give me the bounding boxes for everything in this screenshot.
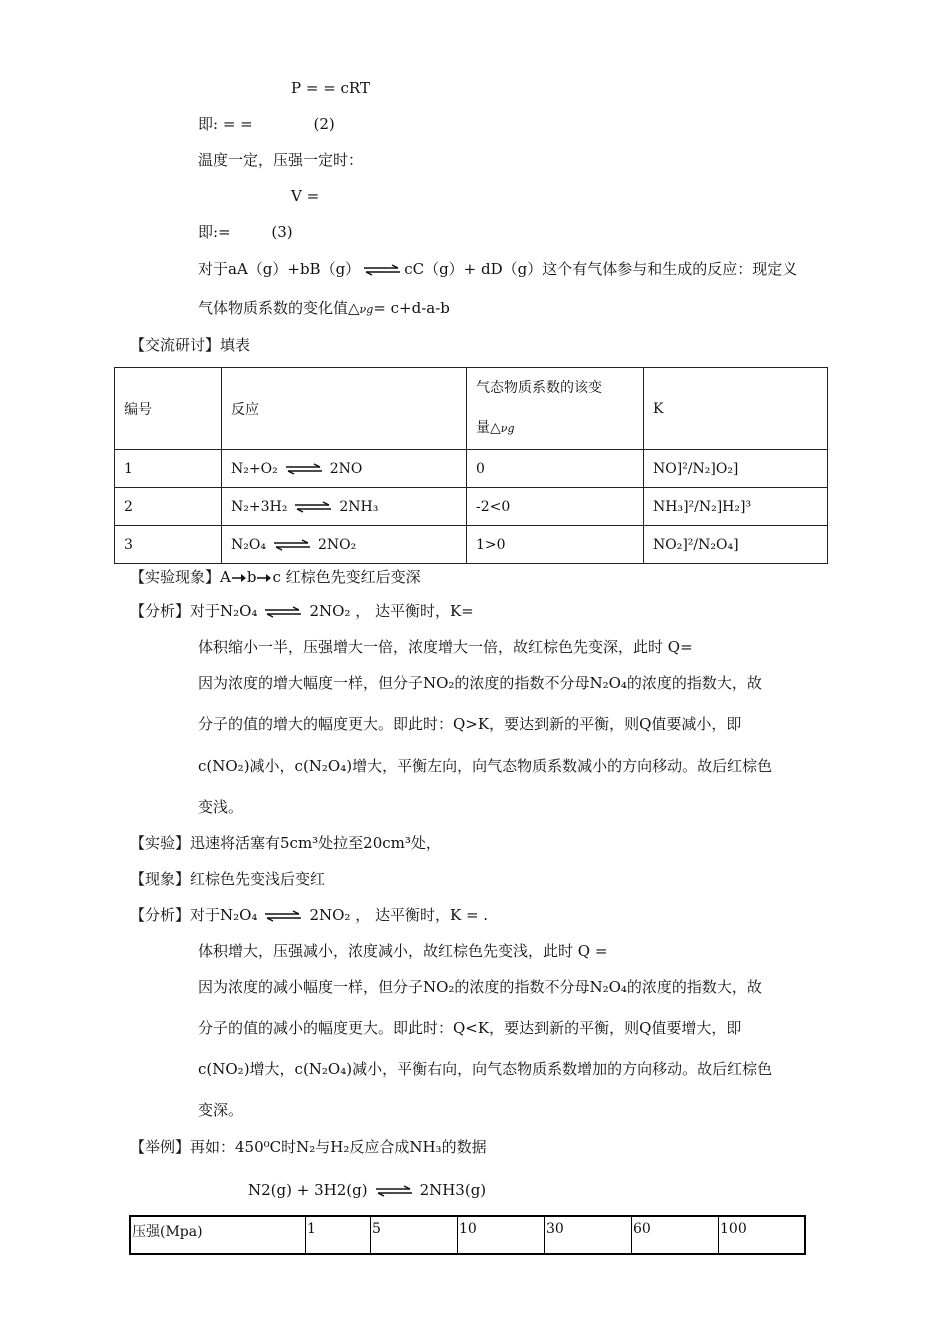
table-row bbox=[115, 488, 828, 526]
row-reaction: N₂O₄ 2NO₂ bbox=[222, 526, 467, 564]
phenomenon-heading: 【现象】红棕色先变浅后变红 bbox=[130, 870, 326, 888]
row-delta: -2<0 bbox=[467, 488, 644, 526]
formula-volume: V = bbox=[291, 187, 320, 205]
equilibrium-arrow-icon bbox=[284, 463, 324, 475]
delta-label: 气体物质系数的变化值△ bbox=[198, 299, 360, 317]
header-delta-line1: 气态物质系数的该变 bbox=[476, 380, 602, 396]
formula-3-text: 即:= bbox=[198, 223, 231, 241]
equilibrium-arrow-icon bbox=[374, 1185, 414, 1197]
row-number: 1 bbox=[115, 450, 222, 488]
row-k: NO₂]²/N₂O₄] bbox=[644, 526, 828, 564]
pressure-cell: 60 bbox=[632, 1216, 719, 1254]
row-k: NO]²/N₂]O₂] bbox=[644, 450, 828, 488]
row-k: NH₃]²/N₂]H₂]³ bbox=[644, 488, 828, 526]
experiment-phenomenon: 【实验现象】A b c 红棕色先变红后变深 bbox=[130, 568, 421, 586]
equilibrium-arrow-icon bbox=[293, 501, 333, 513]
formula-line-2 bbox=[198, 114, 335, 134]
formula-2-number: (2) bbox=[313, 115, 335, 133]
analysis-2-line: 体积增大，压强减小，浓度减小，故红棕色先变浅，此时 Q = bbox=[198, 942, 608, 960]
reaction-lhs: 对于aA（g）+bB（g） bbox=[198, 260, 361, 278]
analysis-2-line: 变深。 bbox=[198, 1101, 244, 1119]
analysis-2-line: 因为浓度的减小幅度一样，但分子NO₂的浓度的指数不分母N₂O₄的浓度的指数大，故 bbox=[198, 978, 762, 996]
formula-3-number: (3) bbox=[271, 223, 293, 241]
pressure-cell: 1 bbox=[306, 1216, 371, 1254]
pressure-table bbox=[129, 1215, 806, 1255]
pressure-cell: 5 bbox=[371, 1216, 458, 1254]
row-number: 2 bbox=[115, 488, 222, 526]
delta-formula: = c+d-a-b bbox=[373, 299, 450, 317]
equilibrium-arrow-icon bbox=[263, 606, 303, 618]
equilibrium-arrow-icon bbox=[272, 539, 312, 551]
experiment-heading: 【实验】迅速将活塞有5cm³处拉至20cm³处， bbox=[130, 834, 441, 852]
equilibrium-arrow-icon bbox=[263, 910, 303, 922]
pressure-cell: 100 bbox=[719, 1216, 806, 1254]
reaction-rhs: cC（g）+ dD（g）这个有气体参与和生成的反应：现定义 bbox=[404, 260, 798, 278]
delta-definition bbox=[198, 298, 450, 320]
row-number: 3 bbox=[115, 526, 222, 564]
table-row bbox=[115, 526, 828, 564]
table-row bbox=[130, 1216, 805, 1254]
header-number: 编号 bbox=[115, 368, 222, 450]
pressure-cell: 10 bbox=[458, 1216, 545, 1254]
synthesis-equation: N2(g) + 3H2(g) 2NH3(g) bbox=[248, 1181, 487, 1199]
row-reaction: N₂+O₂ 2NO bbox=[222, 450, 467, 488]
section-heading-discussion: 【交流研讨】填表 bbox=[130, 336, 251, 354]
header-delta-line2: 量△νg bbox=[476, 420, 515, 436]
pressure-cell: 30 bbox=[545, 1216, 632, 1254]
table-header-row bbox=[115, 368, 828, 450]
equilibrium-arrow-icon bbox=[362, 264, 402, 276]
analysis-2-heading: 【分析】对于N₂O₄ 2NO₂ ， 达平衡时，K = . bbox=[130, 906, 489, 924]
reaction-definition bbox=[198, 259, 797, 279]
header-delta bbox=[467, 368, 644, 450]
right-arrow-icon bbox=[256, 573, 272, 583]
formula-line-3 bbox=[198, 222, 293, 242]
row-delta: 0 bbox=[467, 450, 644, 488]
nu-g-symbol: νg bbox=[359, 303, 374, 316]
right-arrow-icon bbox=[231, 573, 247, 583]
row-delta: 1>0 bbox=[467, 526, 644, 564]
analysis-1-line: 因为浓度的增大幅度一样，但分子NO₂的浓度的指数不分母N₂O₄的浓度的指数大，故 bbox=[198, 674, 762, 692]
pressure-label-cell: 压强(Mpa) bbox=[130, 1216, 306, 1254]
row-reaction: N₂+3H₂ 2NH₃ bbox=[222, 488, 467, 526]
analysis-1-line: 体积缩小一半，压强增大一倍，浓度增大一倍，故红棕色先变深，此时 Q= bbox=[198, 638, 693, 656]
analysis-1-line: 分子的值的增大的幅度更大。即此时：Q>K，要达到新的平衡，则Q值要减小，即 bbox=[198, 715, 742, 733]
analysis-1-heading: 【分析】对于N₂O₄ 2NO₂ ， 达平衡时，K= bbox=[130, 602, 474, 620]
reaction-table bbox=[114, 367, 828, 564]
analysis-2-line: 分子的值的减小的幅度更大。即此时：Q<K，要达到新的平衡，则Q值要增大，即 bbox=[198, 1019, 742, 1037]
condition-text: 温度一定，压强一定时： bbox=[198, 151, 364, 169]
header-k: K bbox=[644, 368, 828, 450]
analysis-1-line: c(NO₂)减小，c(N₂O₄)增大，平衡左向，向气态物质系数减小的方向移动。故后红棕色 bbox=[198, 757, 773, 775]
example-heading: 【举例】再如：450⁰C时N₂与H₂反应合成NH₃的数据 bbox=[130, 1138, 487, 1156]
analysis-2-line: c(NO₂)增大，c(N₂O₄)减小，平衡右向，向气态物质系数增加的方向移动。故后红棕色 bbox=[198, 1060, 773, 1078]
formula-pressure: P = = cRT bbox=[291, 79, 370, 97]
formula-2-text: 即: = = bbox=[198, 115, 253, 133]
table-row bbox=[115, 450, 828, 488]
nu-g-symbol: νg bbox=[500, 422, 515, 435]
header-reaction: 反应 bbox=[222, 368, 467, 450]
analysis-1-line: 变浅。 bbox=[198, 798, 244, 816]
